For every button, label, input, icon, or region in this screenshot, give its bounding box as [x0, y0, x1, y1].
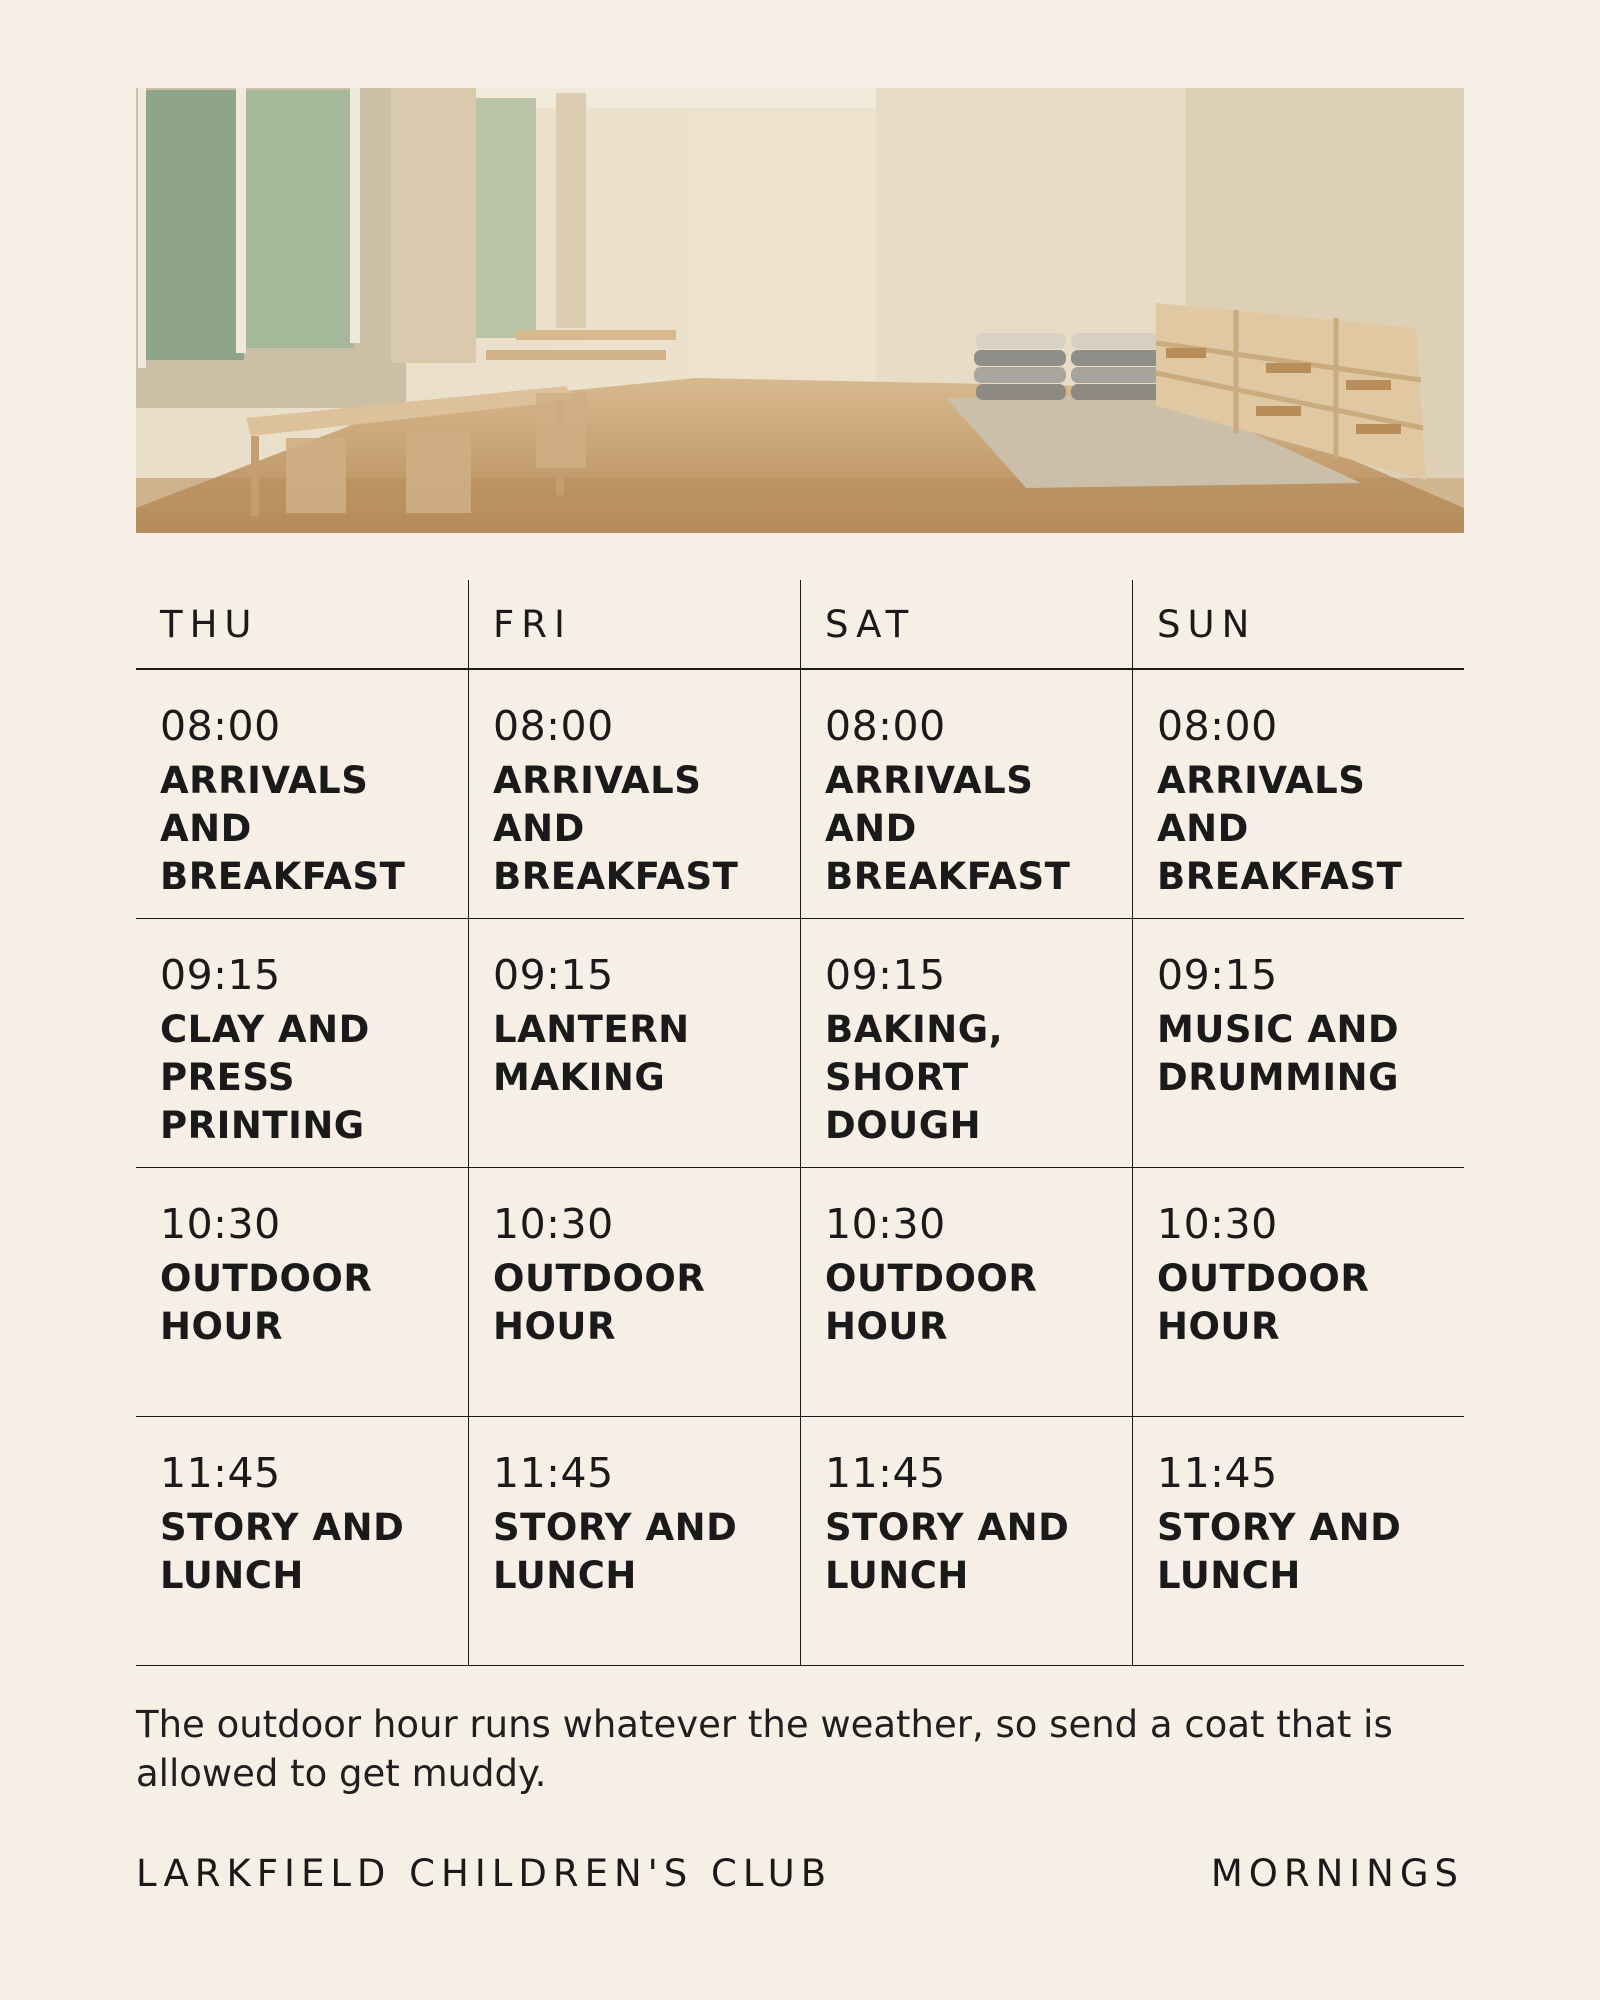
- slot-time: 08:00: [493, 702, 614, 750]
- slot-time: 10:30: [825, 1200, 946, 1248]
- schedule-cell: [468, 1168, 800, 1416]
- slot-activity: STORY AND LUNCH: [160, 1506, 405, 1598]
- club-name: LARKFIELD CHILDREN'S CLUB: [136, 1852, 833, 1895]
- slot-activity: STORY AND LUNCH: [825, 1506, 1070, 1598]
- slot-time: 11:45: [825, 1449, 946, 1497]
- slot-activity: STORY AND LUNCH: [1157, 1506, 1402, 1598]
- schedule-row: [136, 1168, 1464, 1417]
- slot-activity: CLAY AND PRESS PRINTING: [160, 1008, 370, 1148]
- session-label: MORNINGS: [1210, 1852, 1464, 1895]
- slot-activity: STORY AND LUNCH: [493, 1506, 738, 1598]
- slot-activity: BAKING, SHORT DOUGH: [825, 1008, 1004, 1148]
- schedule-body: [136, 670, 1464, 1666]
- day-header-sat: SAT: [800, 580, 1132, 668]
- schedule-cell: [136, 670, 468, 918]
- slot-time: 09:15: [160, 951, 281, 999]
- schedule-table: [136, 580, 1464, 1666]
- slot-activity: LANTERN MAKING: [493, 1008, 690, 1100]
- schedule-cell: [800, 1168, 1132, 1416]
- slot-activity: OUTDOOR HOUR: [1157, 1257, 1370, 1349]
- schedule-cell: [1132, 1168, 1464, 1416]
- schedule-cell: [468, 670, 800, 918]
- slot-time: 09:15: [825, 951, 946, 999]
- slot-time: 11:45: [160, 1449, 281, 1497]
- schedule-row: [136, 670, 1464, 919]
- slot-activity: ARRIVALS AND BREAKFAST: [1157, 759, 1403, 899]
- day-header-fri: FRI: [468, 580, 800, 668]
- slot-time: 08:00: [825, 702, 946, 750]
- schedule-cell: [1132, 919, 1464, 1167]
- schedule-cell: [136, 1168, 468, 1416]
- schedule-cell: [800, 919, 1132, 1167]
- slot-activity: OUTDOOR HOUR: [160, 1257, 373, 1349]
- footer: [136, 1852, 1464, 1895]
- day-header-sun: SUN: [1132, 580, 1464, 668]
- day-header-thu: THU: [160, 602, 259, 646]
- slot-time: 11:45: [1157, 1449, 1278, 1497]
- slot-activity: ARRIVALS AND BREAKFAST: [160, 759, 406, 899]
- schedule-cell: [800, 1417, 1132, 1665]
- schedule-cell: [1132, 670, 1464, 918]
- schedule-cell: [800, 670, 1132, 918]
- schedule-cell: [468, 1417, 800, 1665]
- slot-time: 09:15: [493, 951, 614, 999]
- classroom-photo: [136, 88, 1464, 533]
- slot-activity: OUTDOOR HOUR: [825, 1257, 1038, 1349]
- slot-time: 08:00: [1157, 702, 1278, 750]
- slot-activity: ARRIVALS AND BREAKFAST: [825, 759, 1071, 899]
- slot-activity: OUTDOOR HOUR: [493, 1257, 706, 1349]
- slot-time: 10:30: [493, 1200, 614, 1248]
- slot-time: 10:30: [1157, 1200, 1278, 1248]
- schedule-cell: [136, 919, 468, 1167]
- weather-note: The outdoor hour runs whatever the weather, so send a coat that is allowed to get muddy.: [136, 1703, 1393, 1795]
- slot-time: 08:00: [160, 702, 281, 750]
- slot-time: 09:15: [1157, 951, 1278, 999]
- schedule-row: [136, 1417, 1464, 1666]
- schedule-cell: [1132, 1417, 1464, 1665]
- schedule-header-row: [136, 580, 1464, 670]
- slot-time: 10:30: [160, 1200, 281, 1248]
- slot-activity: MUSIC AND DRUMMING: [1157, 1008, 1400, 1100]
- schedule-cell: [136, 1417, 468, 1665]
- slot-activity: ARRIVALS AND BREAKFAST: [493, 759, 739, 899]
- schedule-row: [136, 919, 1464, 1168]
- slot-time: 11:45: [493, 1449, 614, 1497]
- schedule-cell: [468, 919, 800, 1167]
